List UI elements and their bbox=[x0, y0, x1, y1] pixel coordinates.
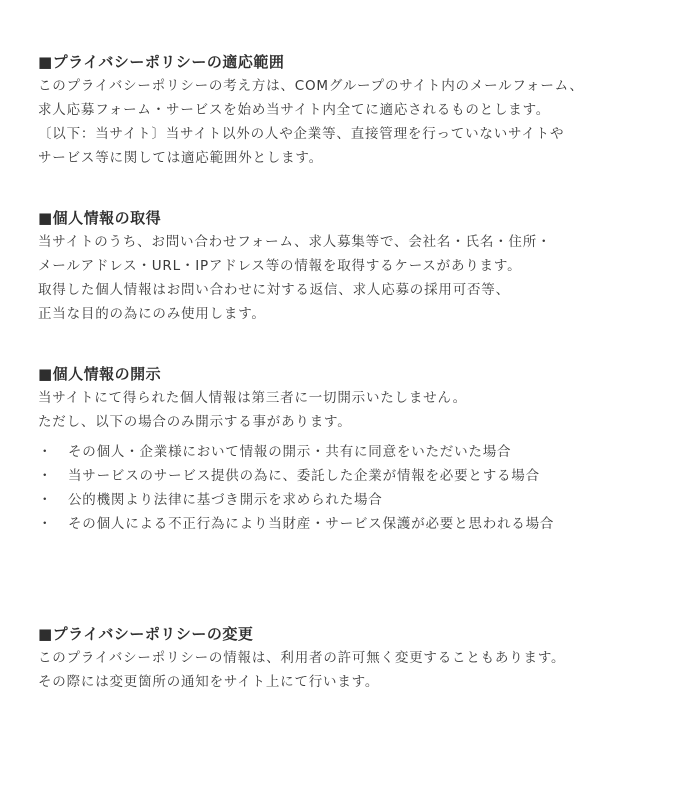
paragraph-line: 取得した個人情報はお問い合わせに対する返信、求人応募の採用可否等、 bbox=[38, 282, 510, 298]
disclosure-exceptions-list bbox=[38, 440, 554, 536]
section-title-changes: ■プライバシーポリシーの変更 bbox=[38, 625, 254, 643]
section-title-scope: ■プライバシーポリシーの適応範囲 bbox=[38, 53, 285, 71]
list-item bbox=[38, 488, 554, 512]
paragraph-line: サービス等に関しては適応範囲外とします。 bbox=[38, 150, 323, 166]
paragraph-line: このプライバシーポリシーの考え方は、COMグループのサイト内のメールフォーム、 bbox=[38, 78, 584, 94]
section-title-disclosure: ■個人情報の開示 bbox=[38, 365, 162, 383]
paragraph-line: ただし、以下の場合のみ開示する事があります。 bbox=[38, 414, 352, 430]
section-acquisition bbox=[38, 206, 551, 326]
paragraph-line: 当サイトのうち、お問い合わせフォーム、求人募集等で、会社名・氏名・住所・ bbox=[38, 234, 552, 250]
bullet-icon: ・ bbox=[38, 492, 53, 508]
paragraph-line: 正当な目的の為にのみ使用します。 bbox=[38, 306, 266, 322]
list-item-text: 公的機関より法律に基づき開示を求められた場合 bbox=[68, 492, 383, 508]
bullet-icon: ・ bbox=[38, 444, 53, 460]
list-item bbox=[38, 440, 554, 464]
paragraph-line: このプライバシーポリシーの情報は、利用者の許可無く変更することもあります。 bbox=[38, 650, 566, 666]
section-title-acquisition: ■個人情報の取得 bbox=[38, 209, 162, 227]
paragraph-line: 当サイトにて得られた個人情報は第三者に一切開示いたしません。 bbox=[38, 390, 467, 406]
paragraph-line: 〔以下：当サイト〕当サイト以外の人や企業等、直接管理を行っていないサイトや bbox=[38, 126, 565, 142]
bullet-icon: ・ bbox=[38, 516, 53, 532]
paragraph-line: 求人応募フォーム・サービスを始め当サイト内全てに適応されるものとします。 bbox=[38, 102, 551, 118]
list-item-text: その個人による不正行為により当財産・サービス保護が必要と思われる場合 bbox=[68, 516, 555, 532]
list-item bbox=[38, 464, 554, 488]
section-scope bbox=[38, 50, 584, 170]
list-item-text: その個人・企業様において情報の開示・共有に同意をいただいた場合 bbox=[68, 444, 512, 460]
paragraph-line: その際には変更箇所の通知をサイト上にて行います。 bbox=[38, 674, 380, 690]
list-item bbox=[38, 512, 554, 536]
section-disclosure bbox=[38, 362, 467, 434]
section-changes bbox=[38, 622, 565, 694]
bullet-icon: ・ bbox=[38, 468, 53, 484]
list-item-text: 当サービスのサービス提供の為に、委託した企業が情報を必要とする場合 bbox=[68, 468, 540, 484]
paragraph-line: メールアドレス・URL・IPアドレス等の情報を取得するケースがあります。 bbox=[38, 258, 522, 274]
